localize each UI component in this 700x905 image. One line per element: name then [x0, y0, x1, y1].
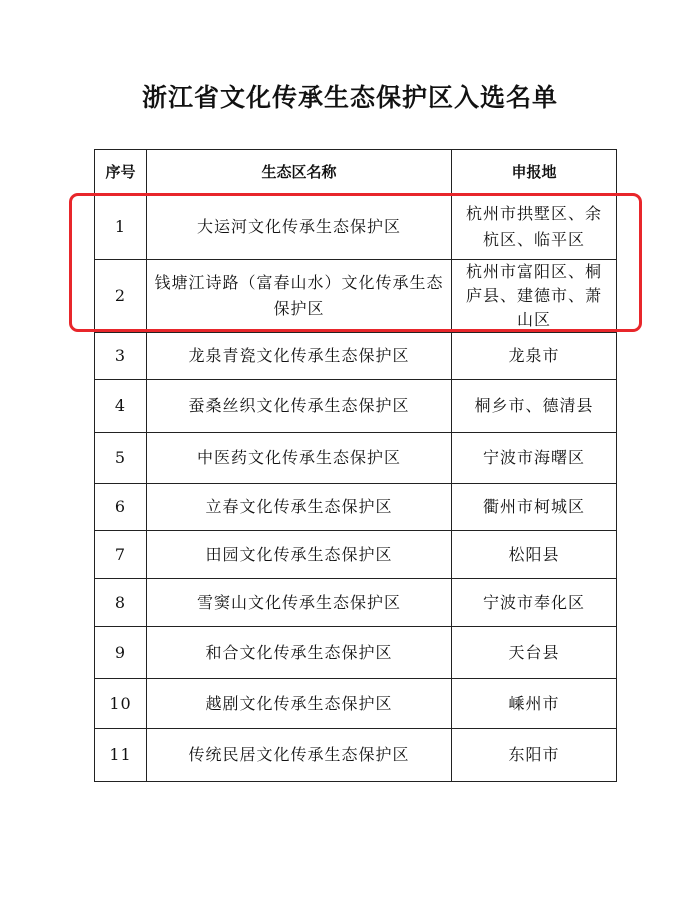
- table-row: [95, 627, 617, 679]
- cell-name: 大运河文化传承生态保护区: [147, 194, 452, 260]
- cell-name: 立春文化传承生态保护区: [147, 484, 452, 531]
- cell-no: 8: [95, 579, 147, 627]
- header-name: 生态区名称: [147, 150, 452, 194]
- cell-no: 7: [95, 531, 147, 579]
- cell-location: 杭州市拱墅区、余杭区、临平区: [452, 194, 617, 260]
- cell-no: 3: [95, 333, 147, 380]
- cell-name: 田园文化传承生态保护区: [147, 531, 452, 579]
- cell-no: 9: [95, 627, 147, 679]
- table-row: [95, 679, 617, 729]
- cell-location: 天台县: [452, 627, 617, 679]
- cell-location: 松阳县: [452, 531, 617, 579]
- header-no: 序号: [95, 150, 147, 194]
- table-row: [95, 194, 617, 260]
- table-row: [95, 260, 617, 333]
- cell-name: 越剧文化传承生态保护区: [147, 679, 452, 729]
- table-row: [95, 333, 617, 380]
- cell-location: 龙泉市: [452, 333, 617, 380]
- cell-name: 蚕桑丝织文化传承生态保护区: [147, 380, 452, 433]
- cell-name: 龙泉青瓷文化传承生态保护区: [147, 333, 452, 380]
- table-row: [95, 484, 617, 531]
- table-row: [95, 579, 617, 627]
- table-row: [95, 531, 617, 579]
- cell-location: 衢州市柯城区: [452, 484, 617, 531]
- cell-location: 嵊州市: [452, 679, 617, 729]
- cell-location: 杭州市富阳区、桐庐县、建德市、萧山区: [452, 260, 617, 333]
- cell-location: 宁波市奉化区: [452, 579, 617, 627]
- cell-no: 4: [95, 380, 147, 433]
- header-location: 申报地: [452, 150, 617, 194]
- table-row: [95, 729, 617, 782]
- cell-name: 钱塘江诗路（富春山水）文化传承生态保护区: [147, 260, 452, 333]
- cell-no: 5: [95, 433, 147, 484]
- cell-name: 雪窦山文化传承生态保护区: [147, 579, 452, 627]
- cell-no: 1: [95, 194, 147, 260]
- cell-location: 东阳市: [452, 729, 617, 782]
- selection-list-table: [94, 149, 617, 782]
- page-title: 浙江省文化传承生态保护区入选名单: [141, 83, 558, 112]
- table-row: [95, 433, 617, 484]
- cell-name: 传统民居文化传承生态保护区: [147, 729, 452, 782]
- table-row: [95, 380, 617, 433]
- cell-no: 11: [95, 729, 147, 782]
- cell-location: 宁波市海曙区: [452, 433, 617, 484]
- cell-name: 中医药文化传承生态保护区: [147, 433, 452, 484]
- cell-location: 桐乡市、德清县: [452, 380, 617, 433]
- cell-name: 和合文化传承生态保护区: [147, 627, 452, 679]
- cell-no: 2: [95, 260, 147, 333]
- cell-no: 6: [95, 484, 147, 531]
- table-header-row: [95, 150, 617, 194]
- cell-no: 10: [95, 679, 147, 729]
